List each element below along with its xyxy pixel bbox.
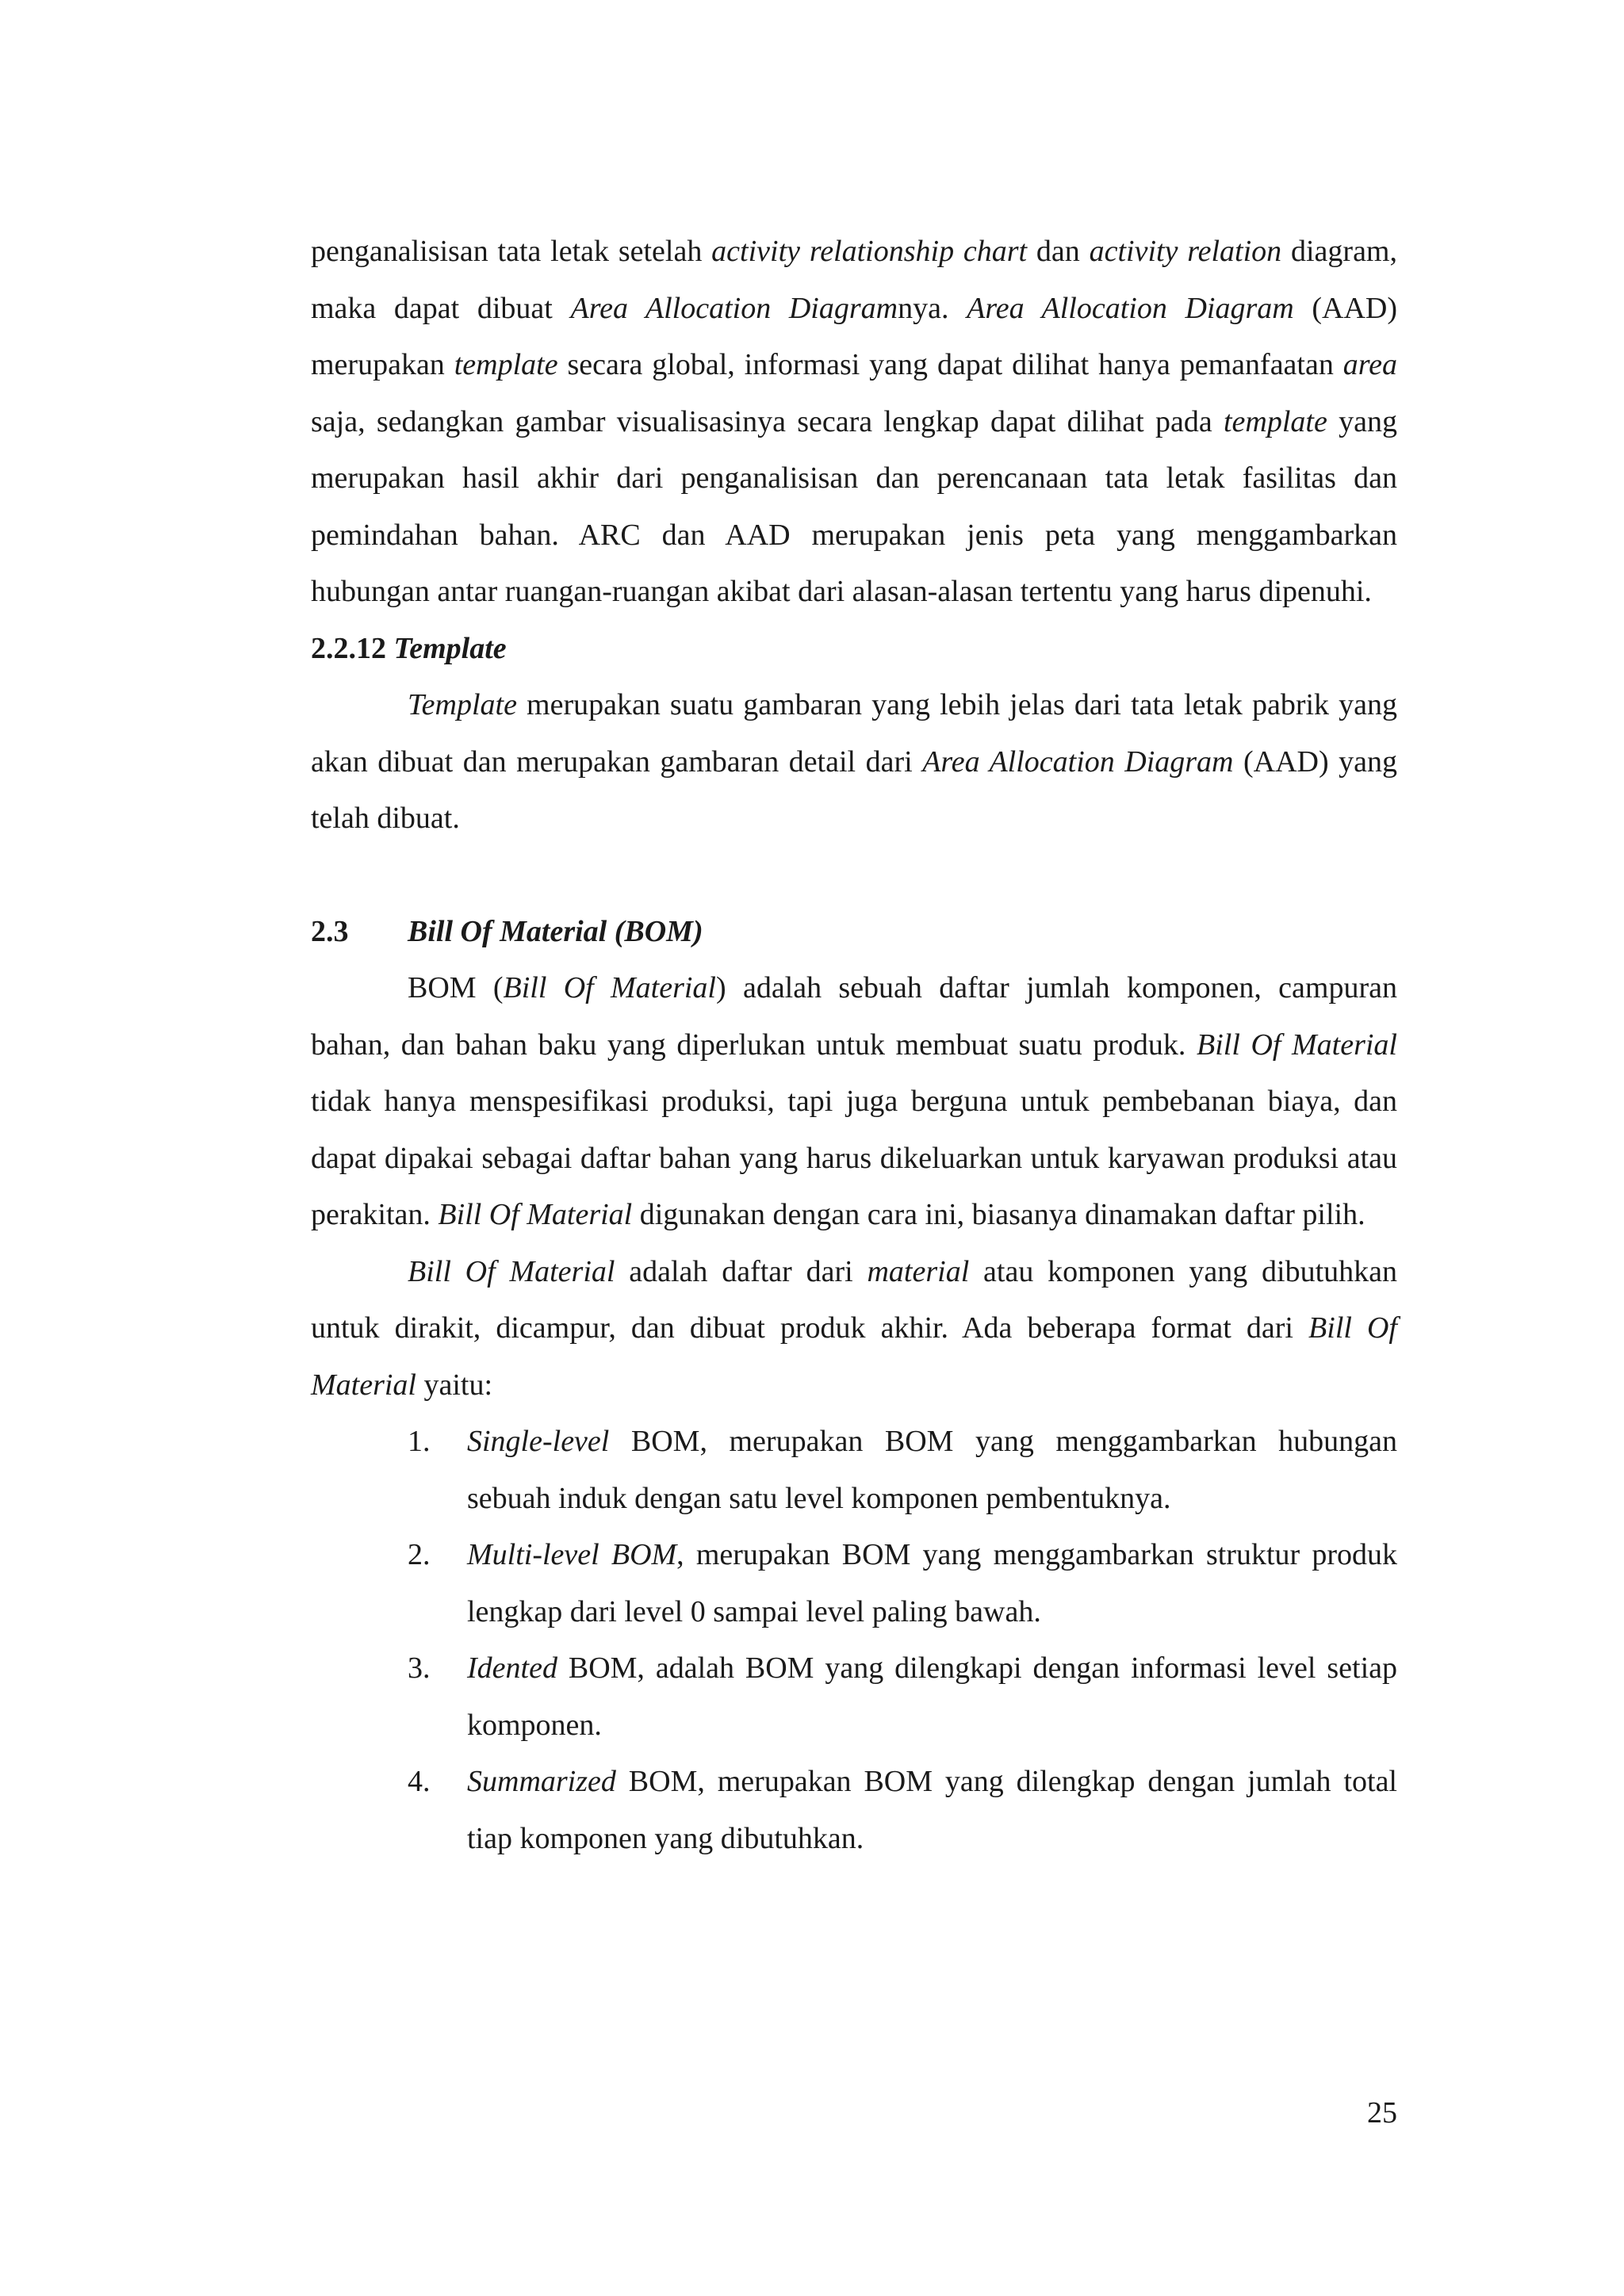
italic-text-run: template: [454, 348, 558, 381]
text-run: tidak hanya menspesifikasi produksi, tapi juga berguna untuk pembebanan biaya, dan dapat dipakai sebagai daftar bahan yang harus dikeluarkan untuk karyawan produksi atau perakitan.: [311, 1085, 1397, 1231]
italic-text-run: area: [1342, 348, 1397, 381]
section-heading-template: [311, 621, 1397, 678]
list-item: [311, 1640, 1397, 1754]
list-item: [311, 1414, 1397, 1527]
section-spacer: [311, 848, 1397, 904]
bom-format-list: [311, 1414, 1397, 1867]
paragraph-intro: [311, 224, 1397, 621]
italic-text-run: Area Allocation Diagram: [922, 744, 1234, 779]
text-run: ) adalah sebuah daftar jumlah komponen, campuran bahan, dan bahan baku yang diperlukan untuk membuat suatu produk.: [311, 971, 1397, 1062]
italic-text-run: Bill Of Material: [503, 971, 716, 1004]
text-run: (AAD) yang telah dibuat.: [311, 744, 1397, 835]
text-run: yang merupakan hasil akhir dari penganalisisan dan perencanaan tata letak fasilitas dan pemindahan bahan. ARC dan AAD merupakan jenis peta yang menggambarkan hubungan antar ruangan-ruangan akibat dari alasan-alasan tertentu yang harus dipenuhi.: [311, 404, 1397, 608]
list-item-text: [467, 1538, 1397, 1628]
italic-text-run: Idented: [467, 1651, 557, 1685]
text-run: dan: [1027, 235, 1090, 268]
italic-text-run: Area Allocation Diagram: [967, 291, 1294, 325]
list-number: 4.: [408, 1765, 431, 1798]
list-number: 3.: [408, 1651, 431, 1685]
list-item-text: [467, 1425, 1397, 1515]
text-run: saja, sedangkan gambar visualisasinya secara lengkap dapat dilihat pada: [311, 404, 1224, 438]
text-run: yaitu:: [416, 1368, 493, 1402]
section-title: Template: [393, 631, 507, 665]
text-run: BOM (: [408, 971, 504, 1004]
text-run: , merupakan BOM yang menggambarkan struktur produk lengkap dari level 0 sampai level paling bawah.: [467, 1538, 1397, 1628]
italic-text-run: Single-level: [467, 1425, 610, 1458]
italic-text-run: Bill Of Material: [408, 1254, 615, 1288]
italic-text-run: Area Allocation Diagram: [570, 291, 898, 325]
paragraph-template: [311, 677, 1397, 848]
list-number: 1.: [408, 1425, 431, 1458]
page-number: 25: [1367, 2096, 1397, 2130]
italic-text-run: Bill Of Material: [438, 1198, 633, 1231]
page-body: [311, 224, 1397, 1867]
list-item-text: [467, 1765, 1397, 1855]
text-run: digunakan dengan cara ini, biasanya dinamakan daftar pilih.: [632, 1198, 1365, 1231]
italic-text-run: Summarized: [467, 1765, 616, 1798]
text-run: penganalisisan tata letak setelah: [311, 235, 712, 268]
text-run: secara global, informasi yang dapat dilihat hanya pemanfaatan: [557, 348, 1343, 381]
paragraph-bom-definition: [311, 960, 1397, 1244]
italic-text-run: activity relationship chart: [711, 235, 1028, 268]
italic-text-run: Bill Of Material: [1197, 1027, 1397, 1062]
italic-text-run: activity relation: [1089, 235, 1282, 268]
italic-text-run: Multi-level BOM: [467, 1538, 677, 1571]
section-number: 2.2.12: [311, 631, 386, 665]
italic-text-run: material: [867, 1254, 970, 1288]
text-run: BOM, merupakan BOM yang dilengkap dengan jumlah total tiap komponen yang dibutuhkan.: [467, 1765, 1397, 1855]
text-run: adalah daftar dari: [615, 1254, 868, 1288]
section-number: 2.3: [311, 914, 349, 948]
text-run: atau komponen yang dibutuhkan untuk dirakit, dicampur, dan dibuat produk akhir. Ada beberapa format dari: [311, 1254, 1398, 1345]
italic-text-run: Bill Of Material: [311, 1311, 1397, 1402]
text-run: (AAD) merupakan: [311, 291, 1398, 381]
section-title: Bill Of Material (BOM): [408, 914, 703, 948]
text-run: BOM, adalah BOM yang dilengkapi dengan informasi level setiap komponen.: [467, 1651, 1397, 1742]
text-run: BOM, merupakan BOM yang menggambarkan hubungan sebuah induk dengan satu level komponen pembentuknya.: [467, 1425, 1397, 1515]
italic-text-run: template: [1223, 404, 1327, 438]
list-number: 2.: [408, 1538, 431, 1571]
text-run: nya.: [898, 291, 967, 325]
text-run: merupakan suatu gambaran yang lebih jelas dari tata letak pabrik yang akan dibuat dan merupakan gambaran detail dari: [311, 688, 1397, 779]
text-run: diagram, maka dapat dibuat: [311, 235, 1397, 325]
italic-text-run: Template: [408, 688, 517, 721]
paragraph-bom-formats: [311, 1244, 1397, 1414]
list-item: [311, 1527, 1397, 1640]
list-item-text: [467, 1651, 1397, 1742]
list-item: [311, 1754, 1397, 1867]
section-heading-bom: [311, 904, 1397, 961]
